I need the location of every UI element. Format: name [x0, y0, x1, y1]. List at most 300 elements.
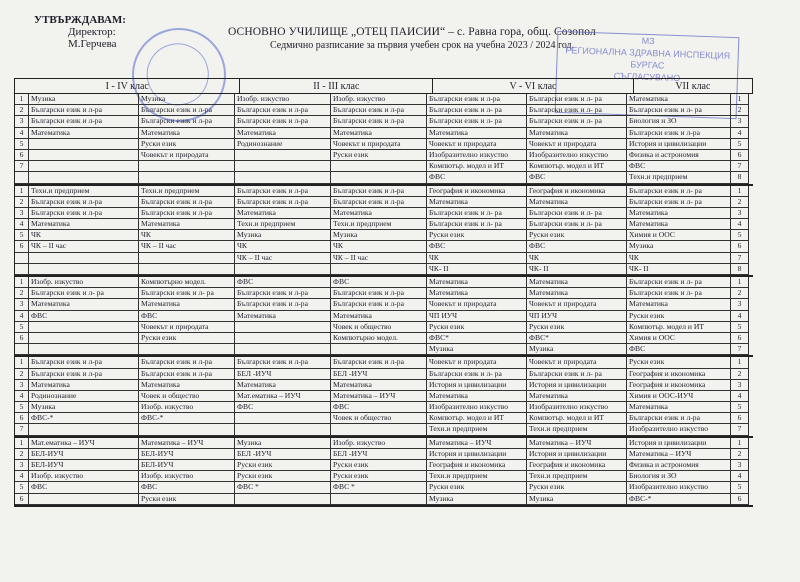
- subject-cell: Изобр. изкуство: [139, 402, 235, 413]
- subject-cell: Български език и л-ра: [29, 208, 139, 219]
- subject-cell: [29, 161, 139, 172]
- subject-cell: Български език и л- ра: [427, 116, 527, 127]
- col-header-7: VII клас: [634, 79, 753, 94]
- subject-cell: Руски език: [235, 460, 331, 471]
- subject-cell: [139, 264, 235, 275]
- stamp-line: БУРГАС: [630, 59, 665, 71]
- period-number: 2: [15, 288, 29, 299]
- subject-cell: Руски език: [627, 357, 731, 368]
- subject-cell: Математика: [427, 288, 527, 299]
- subject-cell: Човекът и природата: [527, 357, 627, 368]
- subject-cell: Музика: [235, 438, 331, 449]
- subject-cell: Музика: [331, 230, 427, 241]
- subject-cell: Математика: [29, 219, 139, 230]
- subject-cell: Математика: [331, 380, 427, 391]
- period-number-right: 7: [731, 344, 749, 355]
- subject-cell: Български език и л-ра: [29, 357, 139, 368]
- day-block: [15, 186, 753, 278]
- subject-cell: [235, 322, 331, 333]
- subject-cell: Руски език: [139, 333, 235, 344]
- subject-cell: Математика: [527, 288, 627, 299]
- subject-cell: Руски език: [527, 482, 627, 493]
- table-row: [15, 460, 753, 471]
- subject-cell: Компютърно модел.: [139, 277, 235, 288]
- subject-cell: Математика: [527, 391, 627, 402]
- subject-cell: Математика: [627, 208, 731, 219]
- subject-cell: Руски език: [235, 471, 331, 482]
- table-row: [15, 494, 753, 505]
- subject-cell: [235, 333, 331, 344]
- subject-cell: ФВС: [627, 344, 731, 355]
- subject-cell: БЕЛ-ИУЧ: [139, 460, 235, 471]
- subject-cell: [235, 494, 331, 505]
- subject-cell: Човекът и природата: [527, 299, 627, 310]
- subject-cell: БЕЛ -ИУЧ: [235, 449, 331, 460]
- subject-cell: Български език и л- ра: [527, 369, 627, 380]
- period-number-right: 2: [731, 449, 749, 460]
- subject-cell: Български език и л- ра: [427, 219, 527, 230]
- table-row: [15, 94, 753, 105]
- table-row: [15, 482, 753, 493]
- subject-cell: Български език и л-ра: [139, 357, 235, 368]
- subject-cell: ФВС: [139, 311, 235, 322]
- subject-cell: Български език и л- ра: [627, 277, 731, 288]
- subject-cell: Български език и л-ра: [331, 197, 427, 208]
- subject-cell: Български език и л- ра: [29, 288, 139, 299]
- subject-cell: ФВС: [29, 311, 139, 322]
- subject-cell: Техн.и предприем: [527, 424, 627, 435]
- subject-cell: История и цивилизации: [427, 449, 527, 460]
- period-number-right: 6: [731, 150, 749, 161]
- subject-cell: [29, 139, 139, 150]
- subject-cell: Български език и л-ра: [139, 116, 235, 127]
- table-row: [15, 172, 753, 183]
- period-number: 5: [15, 230, 29, 241]
- subject-cell: Математика – ИУЧ: [139, 438, 235, 449]
- subject-cell: ФВС: [235, 277, 331, 288]
- subject-cell: Математика: [139, 299, 235, 310]
- schedule-table: [14, 78, 753, 507]
- subject-cell: Компютър. модел и ИТ: [527, 413, 627, 424]
- subject-cell: Математика – ИУЧ: [331, 391, 427, 402]
- period-number: 7: [15, 424, 29, 435]
- subject-cell: Човекът и природата: [527, 139, 627, 150]
- subject-cell: Български език и л- ра: [527, 116, 627, 127]
- table-row: [15, 128, 753, 139]
- period-number-right: 1: [731, 438, 749, 449]
- subject-cell: Техн.и предприем: [29, 186, 139, 197]
- table-body: [15, 94, 753, 507]
- subject-cell: Музика: [527, 344, 627, 355]
- subject-cell: [29, 424, 139, 435]
- table-row: [15, 391, 753, 402]
- stamp-line: РЕГИОНАЛНА ЗДРАВНА ИНСПЕКЦИЯ: [565, 45, 731, 61]
- table-row: [15, 344, 753, 355]
- period-number: 6: [15, 413, 29, 424]
- subject-cell: Музика: [139, 94, 235, 105]
- table-row: [15, 402, 753, 413]
- period-number: 3: [15, 299, 29, 310]
- subject-cell: Български език и л- ра: [527, 208, 627, 219]
- subject-cell: Математика: [427, 391, 527, 402]
- subject-cell: [235, 424, 331, 435]
- period-number: 3: [15, 380, 29, 391]
- period-number: 3: [15, 208, 29, 219]
- stamp-line: СЪГЛАСУВАНО: [613, 70, 681, 84]
- subject-cell: БЕЛ -ИУЧ: [235, 369, 331, 380]
- subject-cell: ЧП ИУЧ: [527, 311, 627, 322]
- subject-cell: Математика: [331, 311, 427, 322]
- subject-cell: Химия и ООС: [627, 333, 731, 344]
- subject-cell: ЧК – II час: [139, 241, 235, 252]
- period-number: 5: [15, 402, 29, 413]
- approve-title: УТВЪРЖДАВАМ:: [34, 14, 126, 26]
- subject-cell: ЧК: [427, 253, 527, 264]
- subject-cell: Български език и л-ра: [235, 116, 331, 127]
- period-number: 5: [15, 139, 29, 150]
- subject-cell: Родинознание: [235, 139, 331, 150]
- subject-cell: Български език и л-ра: [139, 208, 235, 219]
- subject-cell: Български език и л-ра: [331, 357, 427, 368]
- subject-cell: Руски език: [427, 230, 527, 241]
- subject-cell: ЧК: [627, 253, 731, 264]
- subject-cell: Музика: [29, 402, 139, 413]
- subject-cell: Математика – ИУЧ: [527, 438, 627, 449]
- period-number-right: 4: [731, 471, 749, 482]
- table-row: [15, 299, 753, 310]
- subject-cell: Биология и ЗО: [627, 116, 731, 127]
- subject-cell: ФВС *: [331, 482, 427, 493]
- subject-cell: Български език и л-ра: [139, 105, 235, 116]
- table-row: [15, 357, 753, 368]
- subject-cell: Човек и общество: [331, 322, 427, 333]
- subject-cell: Музика: [29, 94, 139, 105]
- subject-cell: Човекът и природата: [427, 139, 527, 150]
- subject-cell: ЧК: [235, 241, 331, 252]
- subject-cell: Руски език: [527, 230, 627, 241]
- subject-cell: ФВС-*: [627, 494, 731, 505]
- subject-cell: Изобр. изкуство: [331, 94, 427, 105]
- period-number: [15, 344, 29, 355]
- table-row: [15, 413, 753, 424]
- subject-cell: Български език и л-ра: [235, 288, 331, 299]
- subject-cell: Математика: [139, 380, 235, 391]
- subject-cell: [331, 161, 427, 172]
- subject-cell: История и цивилизации: [627, 139, 731, 150]
- period-number-right: 5: [731, 139, 749, 150]
- subject-cell: [235, 172, 331, 183]
- subject-cell: Математика: [527, 197, 627, 208]
- subject-cell: Български език и л-ра: [139, 369, 235, 380]
- subject-cell: ФВС: [29, 482, 139, 493]
- subject-cell: Математика: [527, 277, 627, 288]
- table-row: [15, 253, 753, 264]
- subject-cell: Математика – ИУЧ: [627, 449, 731, 460]
- subject-cell: Математика: [235, 208, 331, 219]
- subject-cell: ЧП ИУЧ: [427, 311, 527, 322]
- subject-cell: БЕЛ -ИУЧ: [331, 369, 427, 380]
- period-number-right: 7: [731, 253, 749, 264]
- subject-cell: [139, 424, 235, 435]
- period-number: 1: [15, 438, 29, 449]
- period-number-right: 4: [731, 219, 749, 230]
- period-number-right: 2: [731, 105, 749, 116]
- subject-cell: [139, 161, 235, 172]
- subject-cell: ЧК- II: [527, 264, 627, 275]
- period-number: 2: [15, 369, 29, 380]
- subject-cell: Техн.и предприем: [331, 219, 427, 230]
- period-number-right: 6: [731, 241, 749, 252]
- table-row: [15, 150, 753, 161]
- subject-cell: Музика: [235, 230, 331, 241]
- subject-cell: Български език и л- ра: [427, 369, 527, 380]
- subject-cell: [235, 264, 331, 275]
- period-number: 3: [15, 460, 29, 471]
- table-row: [15, 424, 753, 435]
- subject-cell: Български език и л-ра: [627, 413, 731, 424]
- subject-cell: Музика: [627, 241, 731, 252]
- period-number: 3: [15, 116, 29, 127]
- subject-cell: ЧК: [139, 230, 235, 241]
- table-row: [15, 449, 753, 460]
- period-number-right: 8: [731, 264, 749, 275]
- period-number: 1: [15, 186, 29, 197]
- subject-cell: Техн.и предприем: [427, 424, 527, 435]
- period-number-right: 6: [731, 413, 749, 424]
- subject-cell: Математика: [29, 299, 139, 310]
- subject-cell: Български език и л-ра: [235, 105, 331, 116]
- subject-cell: География и икономика: [427, 460, 527, 471]
- subject-cell: [139, 253, 235, 264]
- subject-cell: Български език и л-ра: [331, 288, 427, 299]
- subject-cell: Човекът и природата: [331, 139, 427, 150]
- subject-cell: Руски език: [627, 311, 731, 322]
- table-row: [15, 288, 753, 299]
- period-number-right: 4: [731, 311, 749, 322]
- subject-cell: Руски език: [331, 460, 427, 471]
- period-number-right: 4: [731, 128, 749, 139]
- subject-cell: [235, 413, 331, 424]
- subject-cell: География и икономика: [527, 186, 627, 197]
- table-row: [15, 264, 753, 275]
- subject-cell: [29, 494, 139, 505]
- subject-cell: Български език и л- ра: [627, 197, 731, 208]
- subject-cell: ФВС: [427, 241, 527, 252]
- subject-cell: ЧК – II час: [331, 253, 427, 264]
- subject-cell: ФВС-*: [29, 413, 139, 424]
- subject-cell: БЕЛ-ИУЧ: [139, 449, 235, 460]
- subject-cell: Български език и л-ра: [29, 105, 139, 116]
- subject-cell: Човекът и природата: [427, 357, 527, 368]
- table-row: [15, 186, 753, 197]
- subject-cell: Човекът и природата: [139, 150, 235, 161]
- subject-cell: Изобразително изкуство: [427, 150, 527, 161]
- subject-cell: Химия и ООС-ИУЧ: [627, 391, 731, 402]
- period-number: 5: [15, 322, 29, 333]
- subject-cell: Руски език: [427, 482, 527, 493]
- period-number: 2: [15, 105, 29, 116]
- period-number: 7: [15, 161, 29, 172]
- approval-block: [34, 14, 126, 50]
- subject-cell: ЧК- II: [427, 264, 527, 275]
- table-row: [15, 116, 753, 127]
- period-number-right: 7: [731, 424, 749, 435]
- subject-cell: ФВС: [139, 482, 235, 493]
- subject-cell: Физика и астрономия: [627, 150, 731, 161]
- subject-cell: Български език и л-ра: [427, 94, 527, 105]
- subject-cell: История и цивилизации: [427, 380, 527, 391]
- subject-cell: Изобразително изкуство: [627, 424, 731, 435]
- period-number: 6: [15, 494, 29, 505]
- subject-cell: Музика: [527, 494, 627, 505]
- subject-cell: Изобразително изкуство: [627, 482, 731, 493]
- subject-cell: Български език и л- ра: [627, 288, 731, 299]
- period-number: [15, 253, 29, 264]
- subject-cell: Руски език: [139, 139, 235, 150]
- subject-cell: География и икономика: [527, 460, 627, 471]
- subject-cell: Математика: [427, 197, 527, 208]
- subject-cell: Руски език: [427, 322, 527, 333]
- subject-cell: Математика: [139, 128, 235, 139]
- subject-cell: Български език и л-ра: [29, 116, 139, 127]
- period-number: 2: [15, 449, 29, 460]
- subject-cell: Изобр. изкуство: [331, 438, 427, 449]
- subject-cell: Български език и л-ра: [29, 369, 139, 380]
- period-number: [15, 264, 29, 275]
- subject-cell: Математика: [627, 94, 731, 105]
- subject-cell: ЧК – II час: [29, 241, 139, 252]
- subject-cell: Руски език: [527, 322, 627, 333]
- day-block: [15, 438, 753, 507]
- table-row: [15, 311, 753, 322]
- subject-cell: Български език и л- ра: [427, 105, 527, 116]
- director-name: М.Герчева: [68, 38, 117, 50]
- subject-cell: [29, 322, 139, 333]
- subject-cell: ФВС: [527, 172, 627, 183]
- subject-cell: Математика: [29, 380, 139, 391]
- subject-cell: [235, 161, 331, 172]
- subject-cell: ФВС: [235, 402, 331, 413]
- period-number-right: 3: [731, 208, 749, 219]
- period-number-right: 6: [731, 333, 749, 344]
- period-number: 1: [15, 94, 29, 105]
- subject-cell: Техн.и предприем: [427, 471, 527, 482]
- period-number-right: 7: [731, 161, 749, 172]
- period-number: 5: [15, 482, 29, 493]
- subject-cell: [29, 344, 139, 355]
- table-row: [15, 230, 753, 241]
- period-number-right: 1: [731, 94, 749, 105]
- subject-cell: БЕЛ -ИУЧ: [331, 449, 427, 460]
- subject-cell: Биология и ЗО: [627, 471, 731, 482]
- subject-cell: Изобр. изкуство: [139, 471, 235, 482]
- subject-cell: [331, 264, 427, 275]
- subject-cell: ФВС: [527, 241, 627, 252]
- period-number: 6: [15, 150, 29, 161]
- table-row: [15, 105, 753, 116]
- subject-cell: География и икономика: [627, 380, 731, 391]
- subject-cell: ФВС *: [235, 482, 331, 493]
- subject-cell: Български език и л-ра: [235, 299, 331, 310]
- table-header: [15, 79, 753, 94]
- director-label: Директор:: [68, 26, 116, 38]
- period-number-right: 5: [731, 402, 749, 413]
- subject-cell: [139, 344, 235, 355]
- subject-cell: Родинознание: [29, 391, 139, 402]
- table-row: [15, 438, 753, 449]
- period-number: 4: [15, 128, 29, 139]
- subject-cell: Музика: [427, 494, 527, 505]
- table-row: [15, 471, 753, 482]
- table-row: [15, 197, 753, 208]
- subject-cell: [235, 150, 331, 161]
- subject-cell: Български език и л-ра: [235, 186, 331, 197]
- subject-cell: ФВС: [331, 402, 427, 413]
- subject-cell: [29, 172, 139, 183]
- day-block: [15, 94, 753, 186]
- subject-cell: [29, 150, 139, 161]
- subject-cell: ФВС: [627, 161, 731, 172]
- subject-cell: ЧК – II час: [235, 253, 331, 264]
- subject-cell: Математика: [427, 277, 527, 288]
- subject-cell: Компютър. модел и ИТ: [527, 161, 627, 172]
- subject-cell: Изобразително изкуство: [527, 150, 627, 161]
- subject-cell: Човекът и природата: [427, 299, 527, 310]
- subject-cell: Изобр. изкуство: [235, 94, 331, 105]
- col-header-1-4: I - IV клас: [15, 79, 240, 94]
- period-number: 4: [15, 219, 29, 230]
- subject-cell: История и цивилизации: [627, 438, 731, 449]
- subject-cell: Български език и л-ра: [235, 197, 331, 208]
- period-number: 6: [15, 241, 29, 252]
- subject-cell: ЧК: [29, 230, 139, 241]
- subject-cell: Математика: [139, 219, 235, 230]
- subject-cell: [29, 264, 139, 275]
- period-number-right: 3: [731, 460, 749, 471]
- period-number: 4: [15, 391, 29, 402]
- subject-cell: Български език и л- ра: [527, 94, 627, 105]
- period-number-right: 1: [731, 186, 749, 197]
- subject-cell: Български език и л- ра: [627, 105, 731, 116]
- subject-cell: Компютър. модел и ИТ: [427, 413, 527, 424]
- subject-cell: Български език и л- ра: [527, 219, 627, 230]
- subject-cell: Техн.и предприем: [235, 219, 331, 230]
- subject-cell: Компютърно модел.: [331, 333, 427, 344]
- subject-cell: [331, 344, 427, 355]
- period-number-right: 3: [731, 116, 749, 127]
- day-block: [15, 357, 753, 437]
- subject-cell: Изобразително изкуство: [527, 402, 627, 413]
- subject-cell: Мат.ематика – ИУЧ: [235, 391, 331, 402]
- table-row: [15, 161, 753, 172]
- col-header-2-3: II - III клас: [240, 79, 433, 94]
- subject-cell: Математика: [527, 128, 627, 139]
- subject-cell: История и цивилизации: [527, 380, 627, 391]
- schedule-subtitle: Седмично разписание за първия учебен срок на учебна 2023 / 2024 год.: [270, 40, 575, 51]
- table-row: [15, 369, 753, 380]
- subject-cell: ФВС: [331, 277, 427, 288]
- subject-cell: История и цивилизации: [527, 449, 627, 460]
- subject-cell: [331, 172, 427, 183]
- table-row: [15, 333, 753, 344]
- subject-cell: География и икономика: [627, 369, 731, 380]
- subject-cell: Български език и л-ра: [331, 116, 427, 127]
- subject-cell: ФВС-*: [139, 413, 235, 424]
- period-number-right: 1: [731, 277, 749, 288]
- subject-cell: ЧК- II: [627, 264, 731, 275]
- subject-cell: Български език и л-ра: [235, 357, 331, 368]
- subject-cell: Български език и л-ра: [627, 128, 731, 139]
